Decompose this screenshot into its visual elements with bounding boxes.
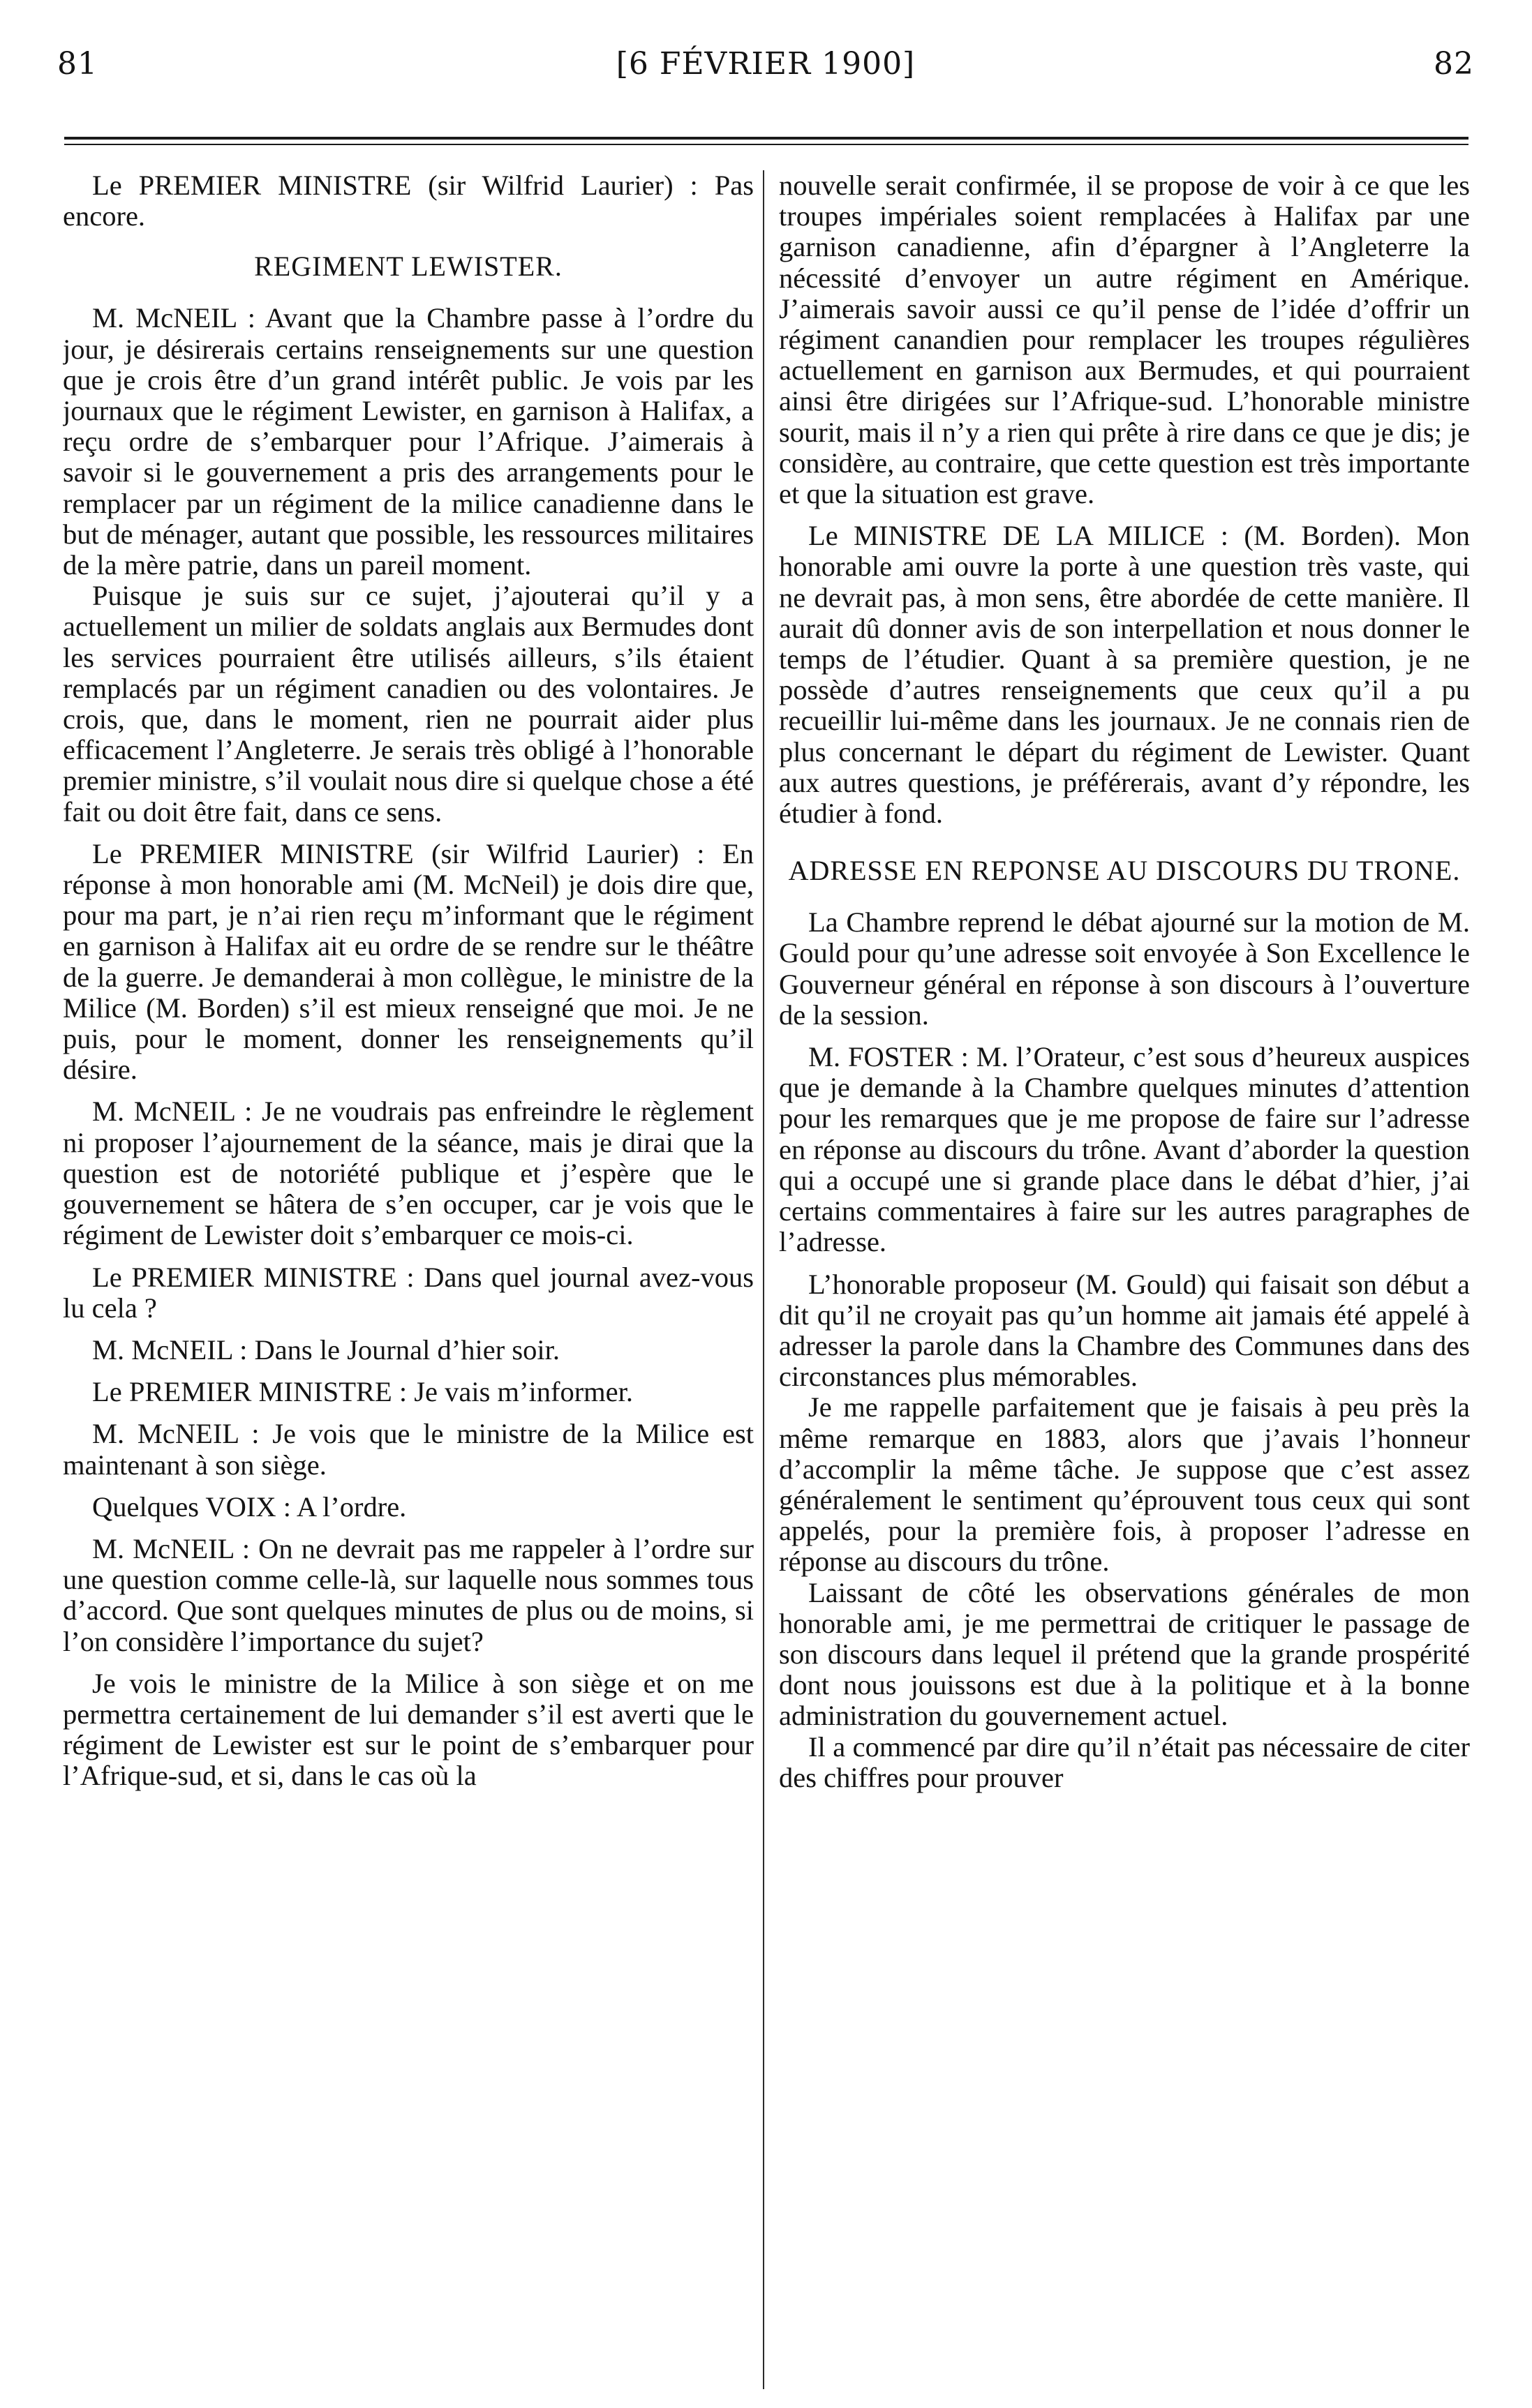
paragraph: Le PREMIER MINISTRE (sir Wilfrid Laurier) : En réponse à mon honorable ami (M. McNeil) je dois dire que, pour ma part, je n’ai rien reçu m’informant que le régiment en garnison à Halifax ait eu ordre de se rendre sur le théâtre de la guerre. Je demanderai à mon collègue, le ministre de la Milice (M. Borden) s’il est mieux renseigné que moi. Je ne puis, pour le moment, donner les renseignements qu’il désire.	[63, 837, 754, 1086]
paragraph: Puisque je suis sur ce sujet, j’ajouterai qu’il y a actuellement un milier de soldats anglais aux Bermudes dont les services pourraient être utilisés ailleurs, s’ils étaient remplacés par un régiment canadien ou des volontaires. Je crois, que, dans le moment, rien ne pourrait aider plus efficacement l’Angleterre. Je serais très obligé à l’honorable premier ministre, s’il voulait nous dire si quelque chose a été fait ou doit être fait, dans ce sens.	[63, 580, 754, 828]
section-heading: ADRESSE EN REPONSE AU DISCOURS DU TRONE.	[788, 855, 1461, 887]
column-divider	[763, 170, 764, 2389]
header-rule-thin	[64, 144, 1468, 145]
paragraph: L’honorable proposeur (M. Gould) qui faisait son début a dit qu’il ne croyait pas qu’un homme ait jamais été appelé à adresser la parole dans la Chambre des Communes dans des circonstances plus mémorables.	[779, 1268, 1470, 1393]
paragraph: Il a commencé par dire qu’il n’était pas nécessaire de citer des chiffres pour prouver	[779, 1730, 1470, 1793]
paragraph: M. McNEIL : Avant que la Chambre passe à l’ordre du jour, je désirerais certains renseignements sur une question que je crois être d’un grand intérêt public. Je vois par les journaux que le régiment Lewister, en garnison à Halifax, a reçu ordre de s’embarquer pour l’Afrique. J’aimerais à savoir si le gouvernement a pris des arrangements pour le remplacer par un régiment de la milice canadienne dans le but de ménager, autant que possible, les ressources militaires de la mère patrie, dans un pareil moment.	[63, 302, 754, 581]
section-heading: REGIMENT LEWISTER.	[254, 250, 563, 283]
right-column	[779, 170, 1470, 2389]
paragraph: Quelques VOIX : A l’ordre.	[92, 1490, 407, 1523]
paragraph: Le MINISTRE DE LA MILICE : (M. Borden). Mon honorable ami ouvre la porte à une question très vaste, qui ne devrait pas, à mon sens, être abordée de cette manière. Il aurait dû donner avis de son interpellation et nous donner le temps de l’étudier. Quant à sa première question, je ne possède d’autres renseignements que ceux qu’il a pu recueillir lui-même dans les journaux. Je ne connais rien de plus concernant le départ du régiment de Lewister. Quant aux autres questions, je préférerais, avant d’y répondre, les étudier à fond.	[779, 520, 1470, 830]
paragraph: M. McNEIL : Je ne voudrais pas enfreindre le règlement ni proposer l’ajournement de la séance, mais je dirai que la question est de notoriété publique et j’espère que le gouvernement se hâtera de s’en occuper, car je vois que le régiment de Lewister doit s’embarquer ce mois-ci.	[63, 1095, 754, 1251]
page-header	[57, 43, 1474, 92]
page-number-right: 82	[1434, 46, 1474, 82]
issue-date: [6 FÉVRIER 1900]	[616, 46, 916, 82]
paragraph: M. McNEIL : On ne devrait pas me rappeler à l’ordre sur une question comme celle-là, sur laquelle nous sommes tous d’accord. Que sont quelques minutes de plus ou de moins, si l’on considère l’importance du sujet?	[63, 1532, 754, 1657]
paragraph: Le PREMIER MINISTRE (sir Wilfrid Laurier) : Pas encore.	[63, 170, 754, 232]
header-rule-thick	[64, 137, 1468, 140]
paragraph: Je me rappelle parfaitement que je faisais à peu près la même remarque en 1883, alors que j’avais l’honneur d’accomplir la même tâche. Je suppose que c’est assez généralement le sentiment qu’éprouvent tous ceux qui sont appelés, pour la première fois, à proposer l’adresse en réponse au discours du trône.	[779, 1391, 1470, 1578]
paragraph: M. FOSTER : M. l’Orateur, c’est sous d’heureux auspices que je demande à la Chambre quelques minutes d’attention pour les remarques que je me propose de faire sur l’adresse en réponse au discours du trône. Avant d’aborder la question qui a occupé une si grande place dans le débat d’hier, j’ai certains commentaires à faire sur les autres paragraphes de l’adresse.	[779, 1041, 1470, 1258]
page-number-left: 81	[57, 46, 98, 82]
paragraph: Le PREMIER MINISTRE : Dans quel journal avez-vous lu cela ?	[63, 1261, 754, 1324]
paragraph: Le PREMIER MINISTRE : Je vais m’informer.	[92, 1376, 634, 1408]
paragraph: M. McNEIL : Je vois que le ministre de la Milice est maintenant à son siège.	[63, 1418, 754, 1481]
left-column	[63, 170, 754, 2389]
paragraph: Laissant de côté les observations générales de mon honorable ami, je me permettrai de critiquer le passage de son discours dans lequel il prétend que la grande prospérité dont nous jouissons est due à la politique et à la bonne administration du gouvernement actuel.	[779, 1576, 1470, 1732]
paragraph: Je vois le ministre de la Milice à son siège et on me permettra certainement de lui demander s’il est averti que le régiment de Lewister est sur le point de s’embarquer pour l’Afrique-sud, et si, dans le cas où la	[63, 1667, 754, 1792]
paragraph: nouvelle serait confirmée, il se propose de voir à ce que les troupes impériales soient remplacées à Halifax par une garnison canadienne, afin d’épargner à l’Angleterre la nécessité d’envoyer un autre régiment en Amérique. J’aimerais savoir aussi ce qu’il pense de l’idée d’offrir un régiment canandien pour remplacer les troupes régulières actuellement en garnison aux Bermudes, et qui pourraient ainsi être dirigées sur l’Afrique-sud. L’honorable ministre sourit, mais il n’y a rien qui prête à rire dans ce que je dis; je considère, au contraire, que cette question est très importante et que la situation est grave.	[779, 170, 1470, 510]
paragraph: M. McNEIL : Dans le Journal d’hier soir.	[92, 1333, 560, 1366]
paragraph: La Chambre reprend le débat ajourné sur la motion de M. Gould pour qu’une adresse soit envoyée à Son Excellence le Gouverneur général en réponse à son discours à l’ouverture de la session.	[779, 906, 1470, 1031]
